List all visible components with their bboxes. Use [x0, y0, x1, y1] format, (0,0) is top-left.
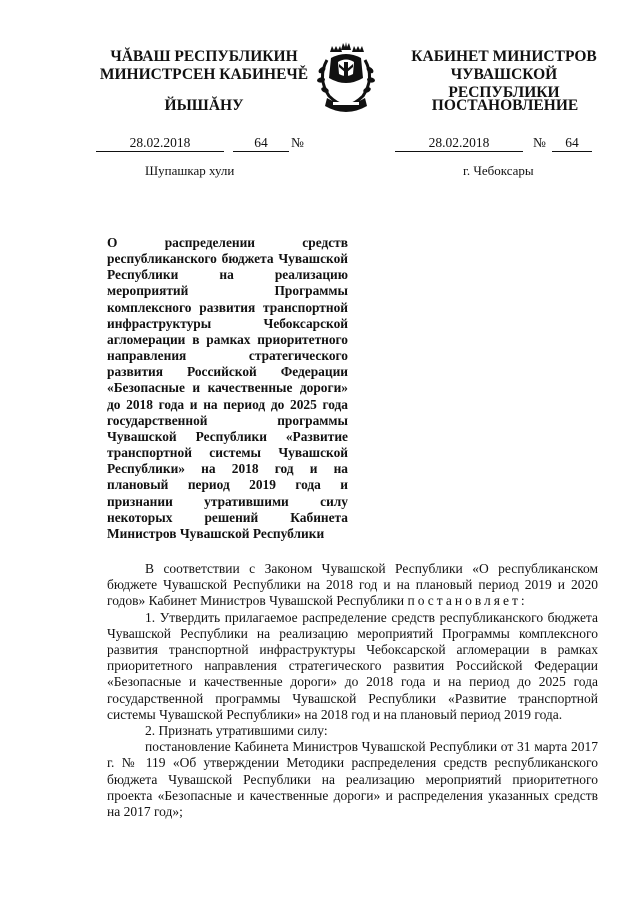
doctype-left: ЙЫШĂНУ: [164, 97, 244, 114]
paragraph-1-decree: постановляет:: [407, 593, 528, 609]
number-line-left: [96, 135, 316, 151]
date-field-left: 28.02.2018: [96, 135, 224, 152]
header-left-line2: МИНИСТРСЕН КАБИНЕЧĚ: [99, 66, 309, 83]
paragraph-4: постановление Кабинета Министров Чувашской Республики от 31 марта 2017 г. № 119 «Об утверждении Методики распределения средств республиканского бюджета Чувашской Республики на реализацию мероприятий приоритетного проекта «Безопасные и качественные дороги» и распределения указанных средств на 2017 год»;: [107, 739, 598, 820]
number-field-right: 64: [552, 135, 592, 152]
paragraph-1-text: В соответствии с Законом Чувашской Республики «О республиканском бюджете Чувашской Республики на 2018 год и на плановый период 2019 и 2020 годов» Кабинет Министров Чувашской Республики: [107, 561, 598, 609]
header-left: [98, 48, 310, 84]
emblem-icon: [303, 40, 389, 120]
header-right: [395, 48, 613, 102]
doctype-right: ПОСТАНОВЛЕНИЕ: [431, 97, 579, 114]
number-sign-right: №: [533, 135, 546, 150]
header-right-line1: КАБИНЕТ МИНИСТРОВ: [411, 48, 597, 65]
document-title: О распределении средств республиканского бюджета Чувашской Республики на реализацию мероприятий Программы комплексного развития транспортной инфраструктуры Чебоксарской агломерации в рамках приоритетного направления стратегического развития Российской Федерации «Безопасные и качественные дороги» до 2018 года и на период до 2025 года государственной программы Чувашской Республики «Развитие транспортной системы Чувашской Республики» на 2018 год и на плановый период 2019 года и признании утратившими силу некоторых решений Кабинета Министров Чувашской Республики: [107, 235, 348, 541]
place-right: г. Чебоксары: [463, 163, 534, 178]
number-sign-left: №: [291, 135, 304, 150]
paragraph-2: 1. Утвердить прилагаемое распределение средств республиканского бюджета Чувашской Республики на реализацию мероприятий Программы комплексного развития транспортной инфраструктуры Чебоксарской агломерации в рамках приоритетного направления стратегического развития Российской Федерации «Безопасные и качественные дороги» до 2018 года и на период до 2025 года государственной программы Чувашской Республики «Развитие транспортной системы Чувашской Республики» на 2018 год и на плановый период 2019 года.: [107, 609, 598, 722]
paragraph-3: 2. Признать утратившими силу:: [145, 723, 328, 739]
header-right-line2: ЧУВАШСКОЙ РЕСПУБЛИКИ: [448, 66, 560, 101]
paragraph-1: [107, 561, 598, 610]
date-field-right: 28.02.2018: [395, 135, 523, 152]
number-line-right: [395, 135, 610, 151]
number-field-left: 64: [233, 135, 289, 152]
document-body: [107, 561, 598, 820]
place-left: Шупашкар хули: [145, 163, 235, 178]
header-left-line1: ЧĂВАШ РЕСПУБЛИКИН: [110, 48, 298, 65]
